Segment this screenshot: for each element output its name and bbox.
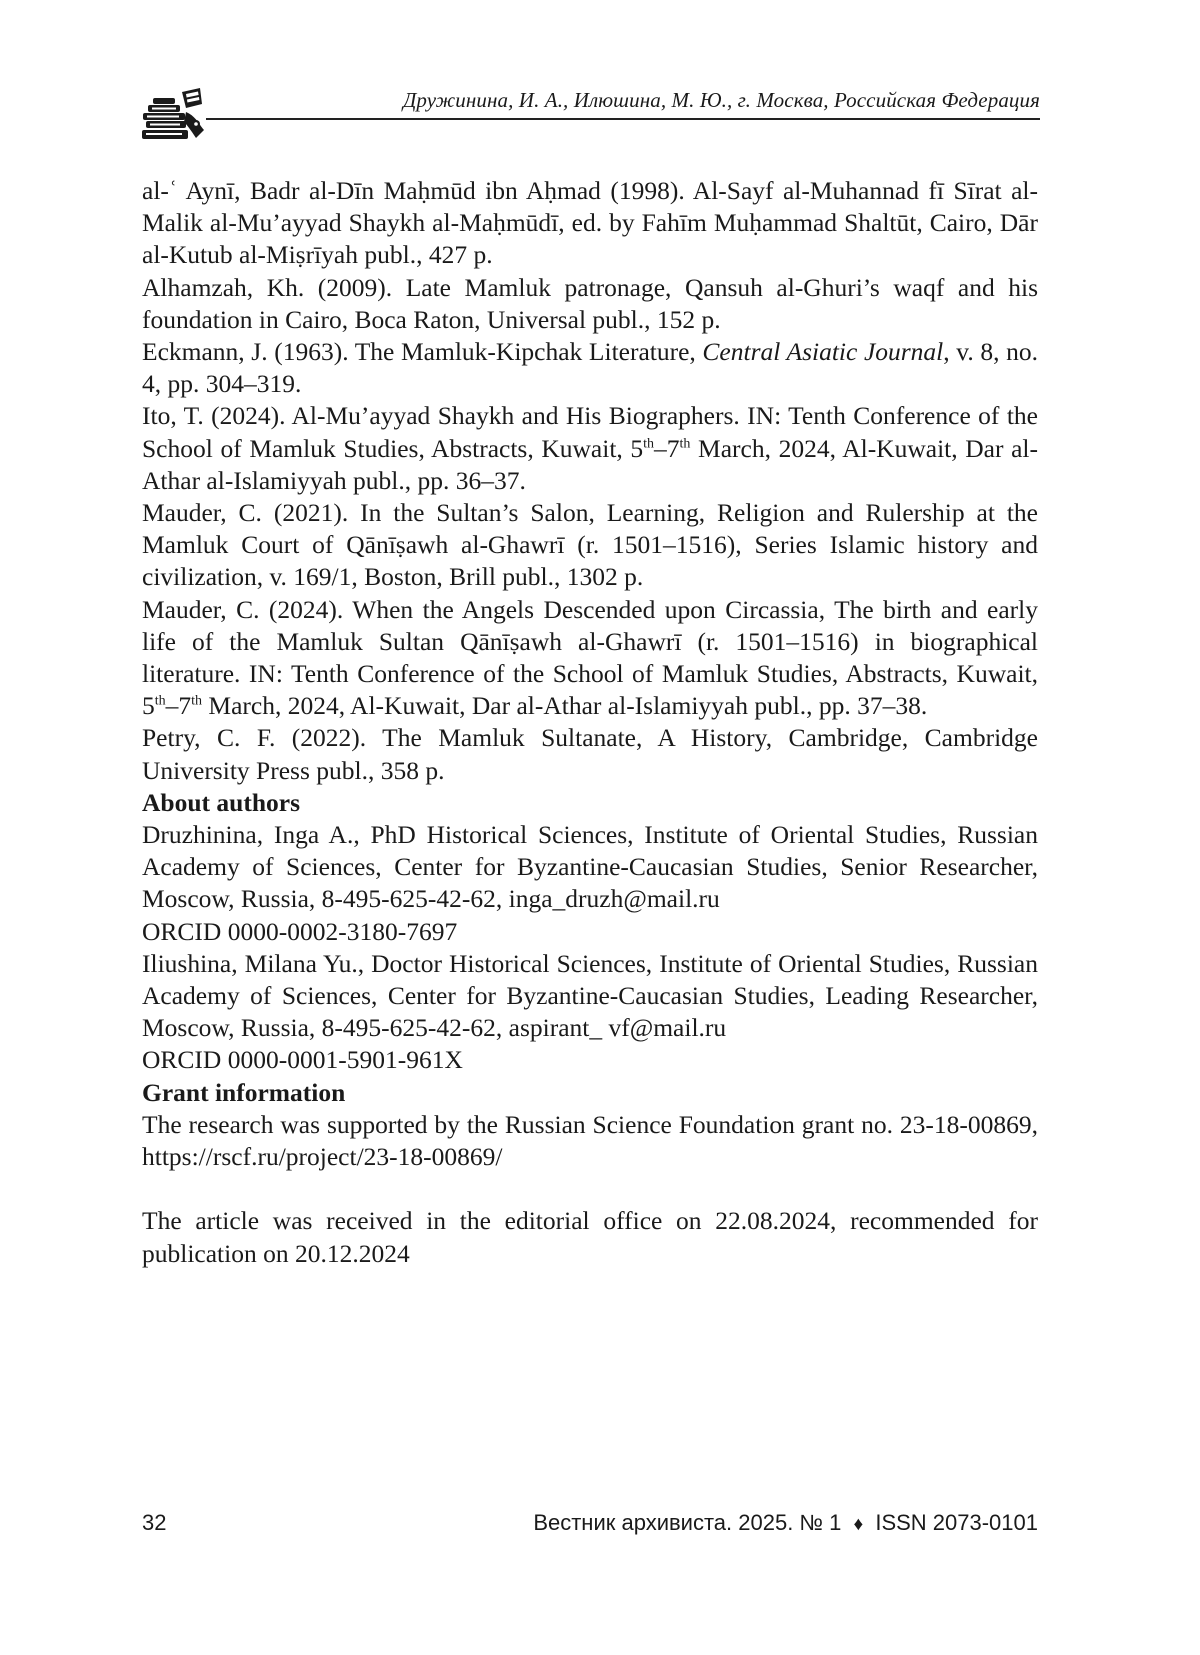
journal-info (533, 1510, 1038, 1536)
reference-entry (142, 400, 1038, 497)
reference-text: March, 2024, Al-Kuwait, Dar al-Athar al-Islamiyyah publ., pp. 36–37. (142, 433, 1038, 495)
journal-title: Central Asiatic Journal (702, 337, 944, 367)
reference-text: Mauder, C. (2024). When the Angels Descended upon Circassia, The birth and early life of the Mamluk Sultan Qānīṣawh al-Ghawrī (r. 1501–1516) in biographical literature. IN: Tenth Conference of the School of Mamluk Studies, Abstracts, Kuwait, 5 (142, 594, 1038, 721)
author-info: Druzhinina, Inga A., PhD Historical Sciences, Institute of Oriental Studies, Russian Academy of Sciences, Center for Byzantine-Caucasian Studies, Senior Researcher, Moscow, Russia, 8-495-625-42-62, inga_druzh@mail.ru (142, 820, 1038, 914)
header-authors-location: Дружинина, И. А., Илюшина, М. Ю., г. Москва, Российская Федерация (402, 88, 1040, 112)
header-rule (206, 118, 1040, 120)
reference-text: , v. 8, no. 4, pp. 304–319. (142, 337, 1038, 399)
reference-entry: Mauder, C. (2021). In the Sultan’s Salon, Learning, Religion and Rulership at the Mamluk Court of Qānīṣawh al-Ghawrī (r. 1501–1516), Series Islamic history and civilization, v. 169/1, Boston, Brill publ., 1302 p. (142, 498, 1038, 592)
ordinal-suffix: th (643, 436, 655, 452)
author-info: Iliushina, Milana Yu., Doctor Historical Sciences, Institute of Oriental Studies, Russian Academy of Sciences, Center for Byzantine-Caucasian Studies, Leading Researcher, Moscow, Russia, 8-495-625-42-62, aspirant_ vf@mail.ru (142, 948, 1038, 1043)
received-note: The article was received in the editorial office on 22.08.2024, recommended for publication on 20.12.2024 (142, 1206, 1038, 1268)
reference-entry: Alhamzah, Kh. (2009). Late Mamluk patronage, Qansuh al-Ghuri’s waqf and his foundation in Cairo, Boca Raton, Universal publ., 152 p. (142, 272, 1038, 334)
author-orcid: ORCID 0000-0002-3180-7697 (142, 916, 458, 946)
diamond-separator-icon: ♦ (853, 1514, 864, 1535)
running-header (140, 80, 1040, 150)
reference-entry (142, 336, 1038, 400)
ordinal-suffix: th (154, 693, 166, 709)
grant-heading: Grant information (142, 1077, 346, 1107)
reference-text: Eckmann, J. (1963). The Mamluk-Kipchak Literature, (142, 337, 703, 367)
journal-issue: Вестник архивиста. 2025. № 1 (533, 1510, 842, 1535)
reference-text: –7 (165, 691, 192, 721)
author-orcid: ORCID 0000-0001-5901-961X (142, 1045, 463, 1075)
article-body (142, 175, 1038, 1270)
reference-text: March, 2024, Al-Kuwait, Dar al-Athar al-Islamiyyah publ., pp. 37–38. (202, 691, 928, 721)
reference-entry (142, 594, 1038, 723)
reference-text: –7 (654, 433, 680, 463)
grant-text: The research was supported by the Russian Science Foundation grant no. 23-18-00869, https://rscf.ru/project/23-18-00869/ (142, 1109, 1038, 1172)
issn: ISSN 2073-0101 (875, 1510, 1038, 1535)
ordinal-suffix: th (191, 693, 203, 709)
page-footer (142, 1510, 1038, 1544)
ordinal-suffix: th (679, 436, 691, 452)
reference-entry: Petry, C. F. (2022). The Mamluk Sultanate, A History, Cambridge, Cambridge University Press publ., 358 p. (142, 723, 1038, 785)
paragraph-gap (142, 1173, 1038, 1205)
about-authors-heading: About authors (142, 787, 300, 817)
page-number: 32 (142, 1510, 167, 1535)
reference-entry: al-ʿ Aynī, Badr al-Dīn Maḥmūd ibn Aḥmad (1998). Al-Sayf al-Muhannad fī Sīrat al-Malik al-Mu’ayyad Shaykh al-Maḥmūdī, ed. by Fahīm Muḥammad Shaltūt, Cairo, Dār al-Kutub al-Miṣrīyah publ., 427 p. (142, 176, 1038, 270)
reference-text: Ito, T. (2024). Al-Mu’ayyad Shaykh and His Biographers. IN: Tenth Conference of the School of Mamluk Studies, Abstracts, Kuwait, 5 (142, 401, 1038, 463)
books-and-scroll-icon (140, 86, 206, 144)
